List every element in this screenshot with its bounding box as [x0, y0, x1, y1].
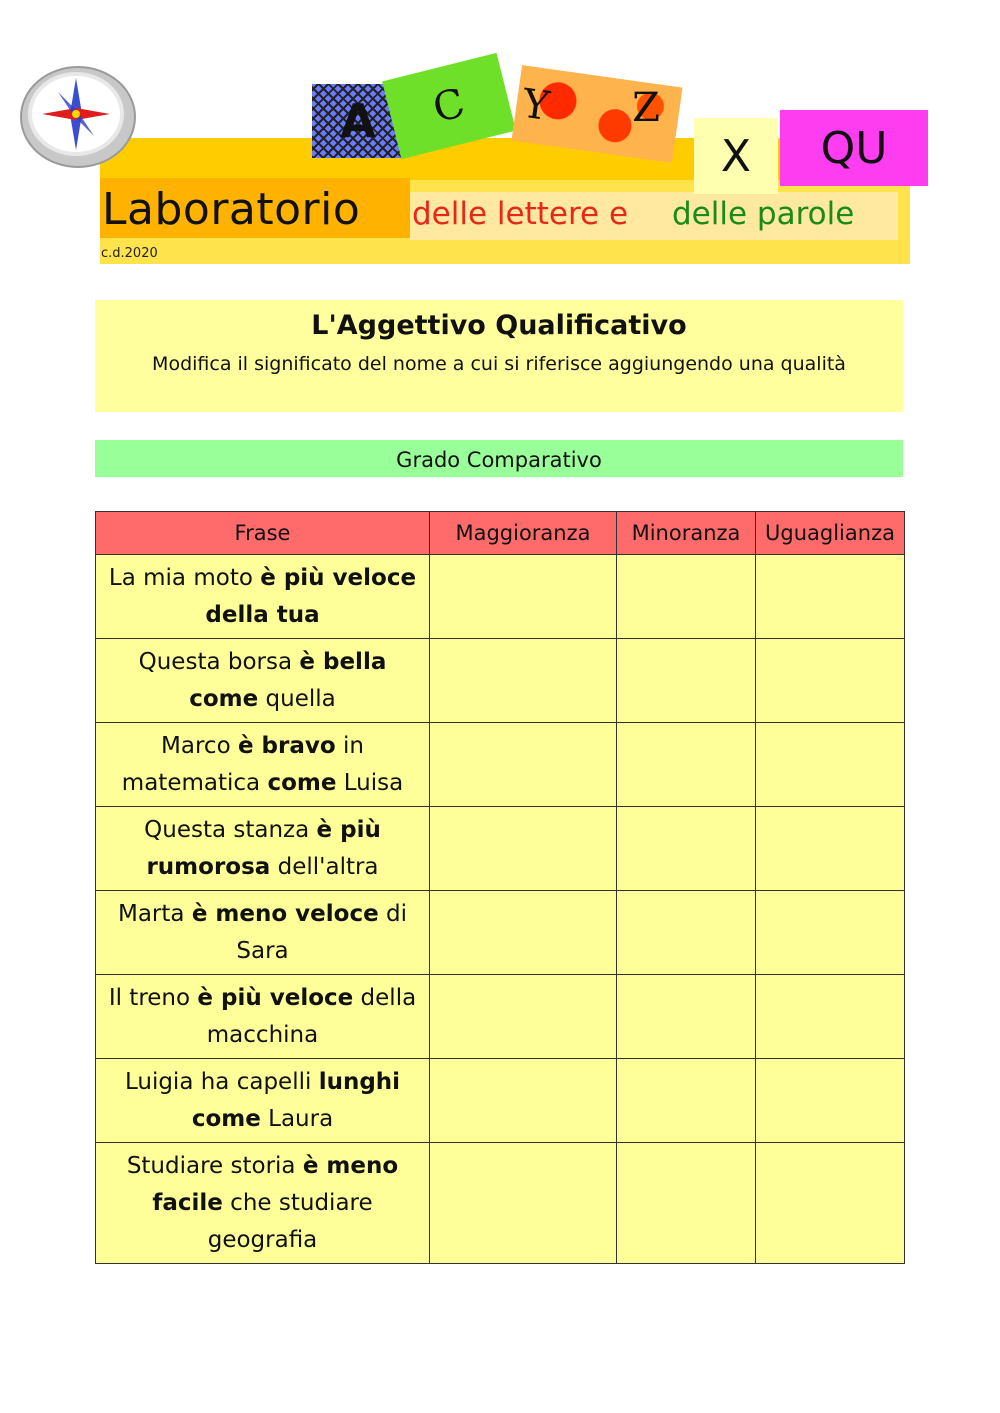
header-banner	[0, 0, 1000, 280]
grade-heading: Grado Comparativo	[95, 440, 903, 477]
answer-cell-maggioranza[interactable]	[430, 1059, 617, 1143]
sentence-keyword: è bravo	[237, 732, 336, 759]
answer-cell-maggioranza[interactable]	[430, 891, 617, 975]
sentence-cell	[96, 807, 430, 891]
answer-cell-minoranza[interactable]	[617, 1143, 756, 1264]
table-row	[96, 975, 905, 1059]
lesson-definition: Modifica il significato del nome a cui si riferisce aggiungendo una qualità	[152, 353, 846, 375]
header-minoranza: Minoranza	[617, 512, 756, 555]
answer-cell-minoranza[interactable]	[617, 1059, 756, 1143]
table-row	[96, 807, 905, 891]
sentence-keyword: come	[191, 1105, 261, 1132]
table-header-row	[96, 512, 905, 555]
answer-cell-maggioranza[interactable]	[430, 639, 617, 723]
answer-cell-uguaglianza[interactable]	[756, 555, 905, 639]
sentence-text: che studiare geografia	[207, 1189, 373, 1253]
answer-cell-minoranza[interactable]	[617, 555, 756, 639]
sentence-text: Studiare storia	[126, 1152, 303, 1179]
sentence-text: di Sara	[236, 900, 407, 964]
header-uguaglianza: Uguaglianza	[756, 512, 905, 555]
sentence-text: della macchina	[206, 984, 417, 1048]
sentence-keyword: è bella	[299, 648, 387, 675]
sentence-text: Il treno	[108, 984, 198, 1011]
table-row	[96, 639, 905, 723]
answer-cell-minoranza[interactable]	[617, 975, 756, 1059]
sentence-keyword: è più veloce	[260, 564, 417, 591]
answer-cell-maggioranza[interactable]	[430, 723, 617, 807]
lesson-title: L'Aggettivo Qualificativo	[311, 310, 687, 341]
table-body	[96, 555, 905, 1264]
table-row	[96, 723, 905, 807]
sentence-keyword: è più rumorosa	[146, 816, 381, 880]
table-row	[96, 1143, 905, 1264]
letter-tile-qu: QU	[780, 110, 928, 186]
sentence-cell	[96, 1059, 430, 1143]
exercise-table	[95, 511, 905, 1264]
sentence-text: Questa borsa	[138, 648, 300, 675]
banner-credit: c.d.2020	[101, 246, 158, 261]
answer-cell-maggioranza[interactable]	[430, 555, 617, 639]
compass-icon	[18, 64, 138, 170]
sentence-keyword: della tua	[205, 601, 320, 628]
sentence-keyword: lunghi	[318, 1068, 401, 1095]
sentence-keyword: è più veloce	[197, 984, 354, 1011]
answer-cell-maggioranza[interactable]	[430, 807, 617, 891]
sentence-text: Laura	[260, 1105, 334, 1132]
letter-tile-z: Z	[632, 85, 660, 131]
letter-tile-c: C	[382, 53, 516, 159]
answer-cell-minoranza[interactable]	[617, 639, 756, 723]
sentence-cell	[96, 1143, 430, 1264]
sentence-text: dell'altra	[270, 853, 379, 880]
sentence-keyword: come	[267, 769, 337, 796]
sentence-cell	[96, 555, 430, 639]
answer-cell-minoranza[interactable]	[617, 891, 756, 975]
header-maggioranza: Maggioranza	[430, 512, 617, 555]
sentence-text: in matematica	[121, 732, 364, 796]
header-frase: Frase	[96, 512, 430, 555]
banner-title: Laboratorio	[102, 184, 361, 235]
sentence-keyword: è meno facile	[152, 1152, 399, 1216]
answer-cell-uguaglianza[interactable]	[756, 975, 905, 1059]
lesson-panel	[95, 300, 903, 412]
answer-cell-maggioranza[interactable]	[430, 1143, 617, 1264]
table-row	[96, 891, 905, 975]
table-row	[96, 555, 905, 639]
answer-cell-maggioranza[interactable]	[430, 975, 617, 1059]
sentence-text: Questa stanza	[144, 816, 317, 843]
sentence-cell	[96, 639, 430, 723]
letter-tile-x: X	[694, 118, 778, 194]
sentence-text: quella	[258, 685, 336, 712]
banner-subtitle-red: delle lettere e	[412, 196, 629, 232]
sentence-cell	[96, 975, 430, 1059]
answer-cell-uguaglianza[interactable]	[756, 1059, 905, 1143]
banner-subtitle-green: delle parole	[672, 196, 855, 232]
letter-tile-a: A	[312, 84, 404, 158]
sentence-cell	[96, 891, 430, 975]
sentence-keyword: è meno veloce	[191, 900, 379, 927]
table-row	[96, 1059, 905, 1143]
answer-cell-uguaglianza[interactable]	[756, 891, 905, 975]
answer-cell-uguaglianza[interactable]	[756, 639, 905, 723]
sentence-text: Marta	[117, 900, 192, 927]
sentence-cell	[96, 723, 430, 807]
sentence-keyword: come	[189, 685, 259, 712]
sentence-text: Luisa	[336, 769, 404, 796]
answer-cell-uguaglianza[interactable]	[756, 807, 905, 891]
sentence-text: Luigia ha capelli	[124, 1068, 319, 1095]
letter-tile-y: Y	[511, 65, 682, 163]
sentence-text: La mia moto	[108, 564, 261, 591]
answer-cell-minoranza[interactable]	[617, 723, 756, 807]
answer-cell-uguaglianza[interactable]	[756, 723, 905, 807]
answer-cell-uguaglianza[interactable]	[756, 1143, 905, 1264]
answer-cell-minoranza[interactable]	[617, 807, 756, 891]
sentence-text: Marco	[161, 732, 238, 759]
